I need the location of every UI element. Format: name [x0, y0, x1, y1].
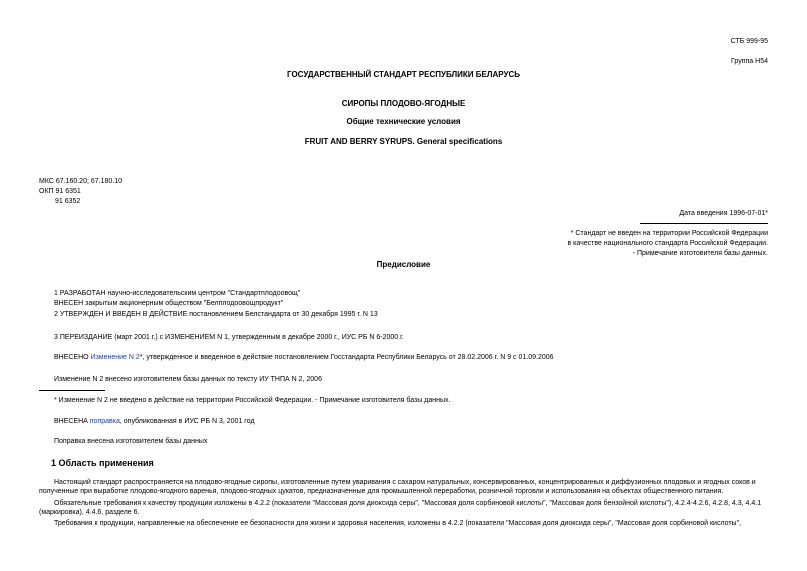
- correction-link[interactable]: поправка: [89, 418, 120, 425]
- vnesena-prefix: ВНЕСЕНА: [54, 418, 90, 425]
- change-2-link[interactable]: Изменение N 2: [90, 354, 140, 361]
- document-subtitle: Общие технические условия: [346, 117, 461, 126]
- foreword-heading: Предисловие: [376, 260, 431, 269]
- okp-code-1: ОКП 91 6351: [39, 188, 81, 195]
- foreword-item-1: 1 РАЗРАБОТАН научно-исследовательским центром "Стандартплодоовощ": [54, 290, 301, 297]
- footnote-line-2: в качестве национального стандарта Российской Федерации.: [567, 240, 768, 247]
- footnote-divider: [640, 223, 768, 224]
- section-1-paragraph-2: Обязательные требования к качеству продукции изложены в 4.2.2 (показатели "Массовая доля диоксида серы", "Массовая доля сорбиновой кислоты", "Массовая доля бензойной кислоты"), 4.2.4-4.2.6, 4.2.8, 4.3, 4.4.1 (маркировка), 4.4.6, разделе 6.: [39, 500, 762, 516]
- footnote-line-3: - Примечание изготовителя базы данных.: [632, 250, 768, 257]
- vnesena-line: [54, 417, 255, 426]
- foreword-item-3: 3 ПЕРЕИЗДАНИЕ (март 2001 г.) с ИЗМЕНЕНИЕМ N 1, утвержденным в декабре 2000 г., ИУС РБ N 6-2000 г.: [54, 334, 404, 341]
- foreword-item-1b: ВНЕСЕН закрытым акционерным обществом "Белплодоовощпродукт": [54, 300, 284, 307]
- vneseno-prefix: ВНЕСЕНО: [54, 354, 91, 361]
- english-title: FRUIT AND BERRY SYRUPS. General specifications: [304, 137, 503, 146]
- standard-title: ГОСУДАРСТВЕННЫЙ СТАНДАРТ РЕСПУБЛИКИ БЕЛАРУСЬ: [287, 70, 520, 79]
- vneseno-line: [54, 353, 554, 362]
- vnesena-suffix: , опубликованная в ИУС РБ N 3, 2001 год: [119, 418, 255, 425]
- foreword-item-2: 2 УТВЕРЖДЕН И ВВЕДЕН В ДЕЙСТВИЕ постановлением Белстандарта от 30 декабря 1995 г. N 13: [54, 311, 378, 318]
- correction-note: Поправка внесена изготовителем базы данных: [54, 438, 208, 445]
- section-1-paragraph-1: Настоящий стандарт распространяется на плодово-ягодные сиропы, изготовленные путем уваривания с сахаром натуральных, консервированных, концентрированных и диффузионных плодовых и ягодных соков и полученные при выработке плодово-ягодного варенья, плодово-ягодных цукатов, предназначенные для промышленной переработки, розничной торговли и использования на объектах общественного питания.: [39, 479, 756, 495]
- document-code: СТБ 999-95: [730, 38, 768, 45]
- product-title: СИРОПЫ ПЛОДОВО-ЯГОДНЫЕ: [341, 99, 466, 108]
- intro-date: Дата введения 1996-07-01*: [679, 210, 768, 217]
- section-1-paragraph-3: Требования к продукции, направленные на обеспечение ее безопасности для жизни и здоровья населения, изложены в 4.2.2 (показатели "Массовая доля диоксида серы", "Массовая доля сорбиновой кислоты",: [54, 520, 742, 527]
- section-1-heading: 1 Область применения: [51, 458, 154, 468]
- okp-code-2: 91 6352: [55, 198, 81, 205]
- footnote-line-1: * Стандарт не введен на территории Российской Федерации: [570, 230, 768, 237]
- mks-code: МКС 67.160.20; 67.180.10: [39, 178, 123, 185]
- footnote-change-2: * Изменение N 2 не введено в действие на территории Российской Федерации. - Примечание изготовителя базы данных.: [54, 397, 451, 404]
- vneseno-suffix: *, утвержденное и введенное в действие постановлением Госстандарта Республики Беларусь от 28.02.2006 г. N 9 с 01.09.2006: [139, 354, 554, 361]
- footnote-divider-2: [39, 390, 105, 391]
- group-code: Группа Н54: [731, 58, 768, 65]
- change-2-note: Изменение N 2 внесено изготовителем базы данных по тексту ИУ ТНПА N 2, 2006: [54, 376, 322, 383]
